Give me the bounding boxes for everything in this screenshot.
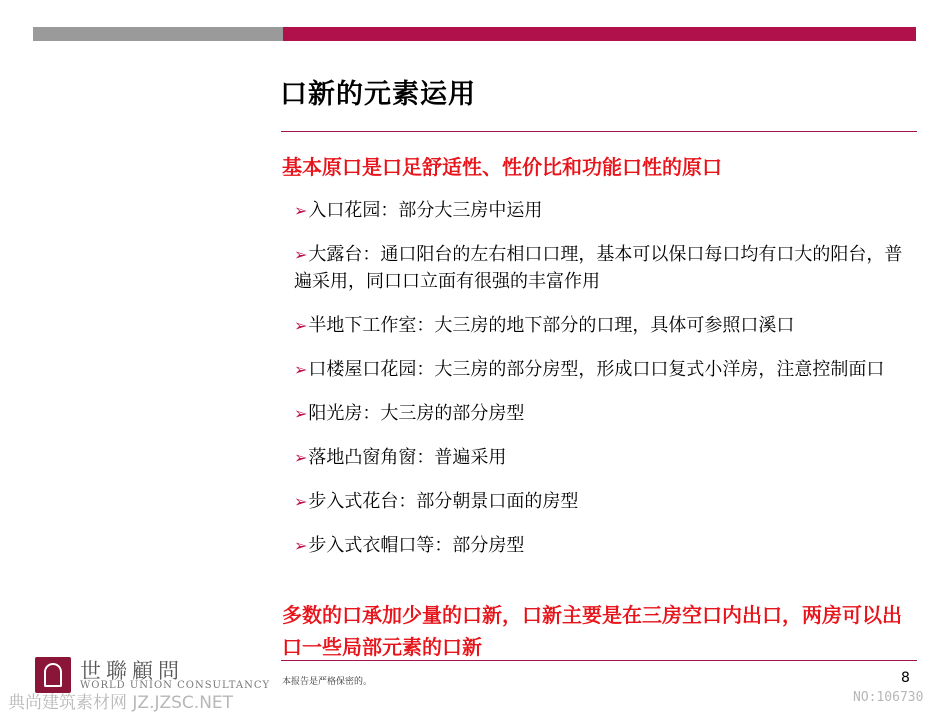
page-number: 8 <box>901 670 910 686</box>
list-item <box>294 197 909 224</box>
summary-statement: 多数的口承加少量的口新，口新主要是在三房空口内出口，两房可以出口一些局部元素的口新 <box>282 603 902 659</box>
bullet-list <box>294 197 909 576</box>
list-item <box>294 532 909 559</box>
title-divider <box>281 131 917 132</box>
company-name-cn: 世聯顧問 <box>80 659 184 683</box>
principle-statement: 基本原口是口足舒适性、性价比和功能口性的原口 <box>282 155 722 179</box>
list-item-text: 口楼屋口花园：大三房的部分房型，形成口口复式小洋房，注意控制面口 <box>308 359 885 380</box>
list-item-text: 大露台：通口阳台的左右相口口理，基本可以保口每口均有口大的阳台，普遍采用，同口口立面有很强的丰富作用 <box>294 244 903 292</box>
arrow-bullet-icon: ➢ <box>294 448 308 467</box>
arrow-bullet-icon: ➢ <box>294 404 308 423</box>
list-item-text: 步入式衣帽口等：部分房型 <box>308 535 525 556</box>
list-item-text: 入口花园：部分大三房中运用 <box>308 200 543 221</box>
arrow-bullet-icon: ➢ <box>294 536 308 555</box>
arrow-bullet-icon: ➢ <box>294 492 308 511</box>
list-item-text: 落地凸窗角窗：普遍采用 <box>308 447 507 468</box>
arrow-bullet-icon: ➢ <box>294 316 308 335</box>
arrow-bullet-icon: ➢ <box>294 245 308 264</box>
list-item-text: 步入式花台：部分朝景口面的房型 <box>308 491 579 512</box>
list-item <box>294 488 909 515</box>
watermark-id: NO:106730 <box>853 690 924 705</box>
arrow-bullet-icon: ➢ <box>294 201 308 220</box>
list-item-text: 阳光房：大三房的部分房型 <box>308 403 525 424</box>
watermark-site: 典尚建筑素材网 JZ.JZSC.NET <box>8 693 234 713</box>
list-item <box>294 400 909 427</box>
header-accent-bar <box>283 27 916 41</box>
list-item <box>294 356 909 383</box>
list-item <box>294 312 909 339</box>
footer-divider <box>281 660 917 661</box>
company-name-en: WORLD UNION CONSULTANCY <box>80 680 271 691</box>
logo-arch-icon <box>44 663 62 687</box>
confidential-notice: 本报告是严格保密的。 <box>282 677 373 687</box>
list-item <box>294 444 909 471</box>
slide-title: 口新的元素运用 <box>280 79 476 110</box>
arrow-bullet-icon: ➢ <box>294 360 308 379</box>
list-item-text: 半地下工作室：大三房的地下部分的口理，具体可参照口溪口 <box>308 315 795 336</box>
list-item <box>294 241 909 295</box>
header-gray-bar <box>33 27 283 41</box>
